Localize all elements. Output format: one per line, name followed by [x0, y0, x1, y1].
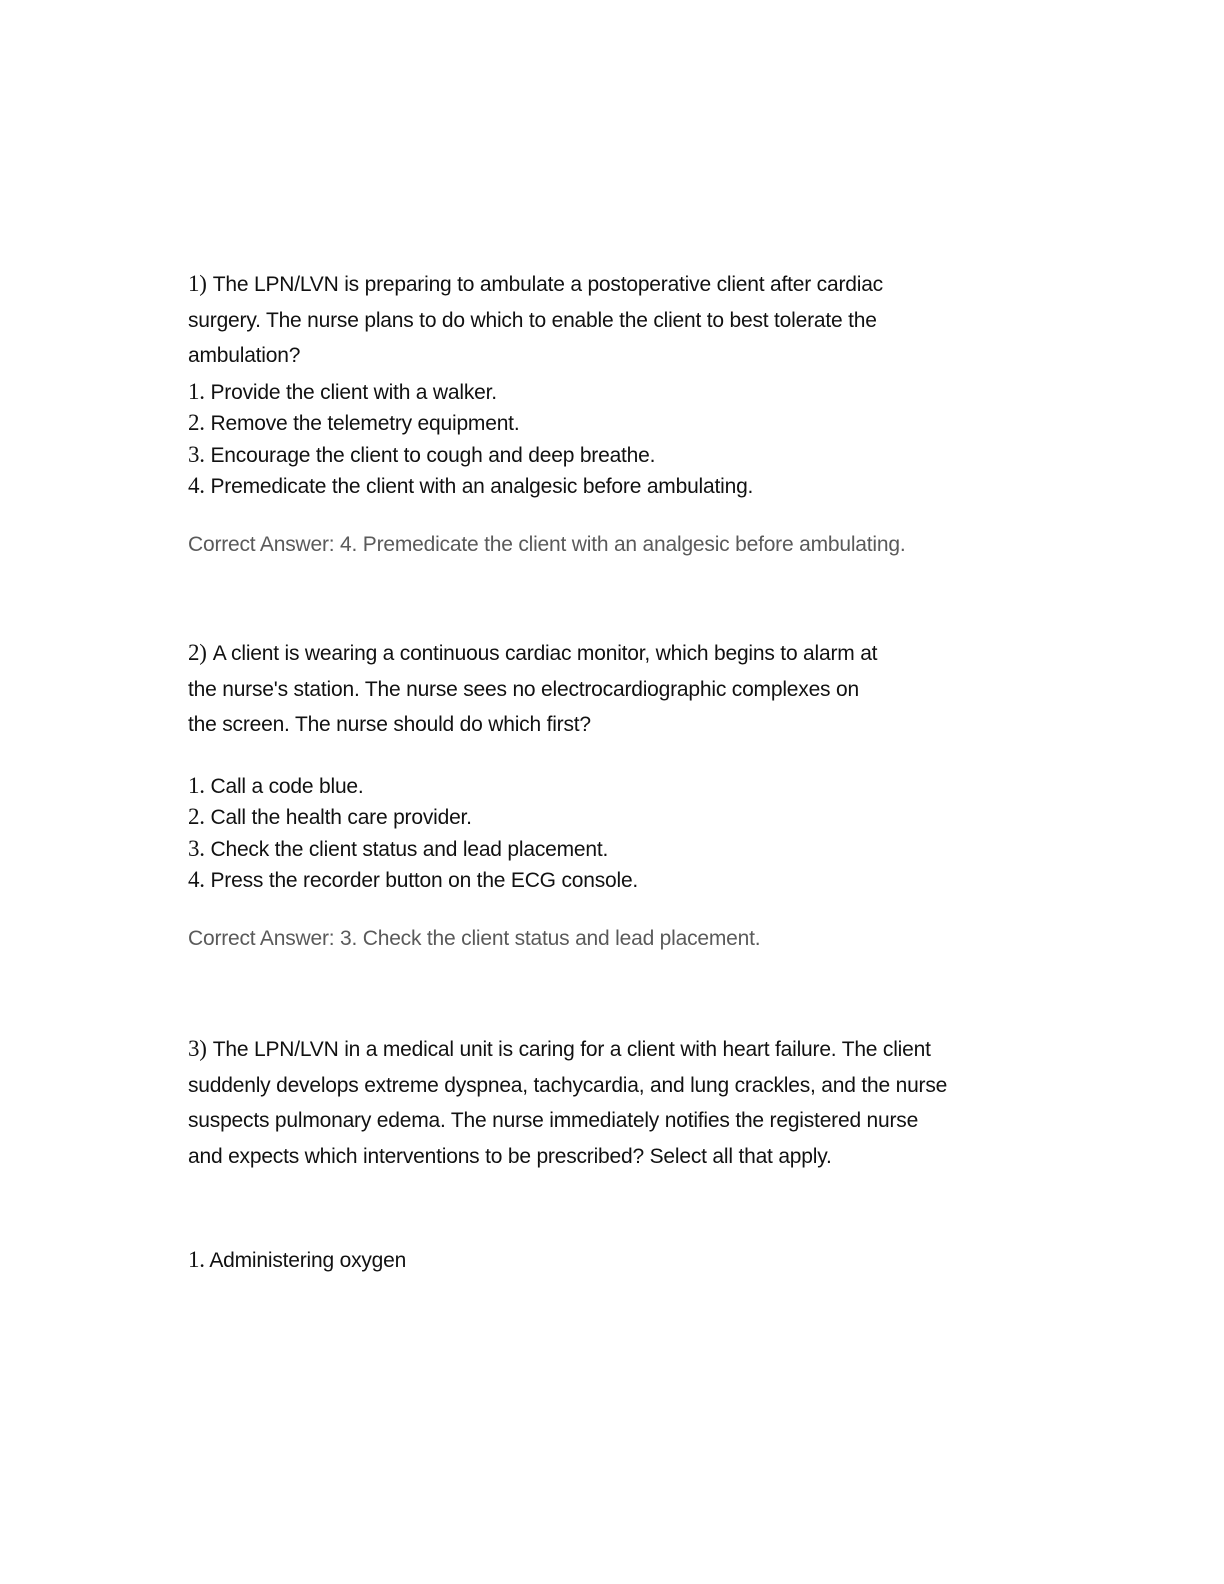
option-item	[188, 377, 988, 409]
option-list	[188, 377, 988, 503]
question-stem	[188, 635, 888, 743]
question-stem	[188, 1031, 948, 1174]
option-text: Remove the telemetry equipment.	[210, 412, 520, 435]
correct-answer: Correct Answer: 4. Premedicate the client with an analgesic before ambulating.	[188, 532, 906, 556]
question-number: 3)	[188, 1036, 207, 1061]
question-text: The LPN/LVN in a medical unit is caring for a client with heart failure. The client suddenly develops extreme dyspnea, tachycardia, and lung crackles, and the nurse suspects pulmonary edema. The nurse immediately notifies the registered nurse and expects which interventions to be prescribed? Select all that apply.	[188, 1038, 948, 1168]
question-1	[188, 266, 988, 560]
option-item	[188, 771, 988, 803]
option-number: 1.	[188, 378, 205, 404]
option-number: 3.	[188, 835, 205, 861]
option-item	[188, 865, 988, 897]
option-item	[188, 1245, 988, 1277]
option-number: 2.	[188, 804, 205, 829]
option-text: Premedicate the client with an analgesic before ambulating.	[210, 475, 754, 498]
option-text: Press the recorder button on the ECG console.	[210, 869, 639, 892]
question-text: The LPN/LVN is preparing to ambulate a postoperative client after cardiac surgery. The nurse plans to do which to enable the client to best tolerate the ambulation?	[188, 273, 883, 367]
correct-answer: Correct Answer: 3. Check the client status and lead placement.	[188, 926, 761, 950]
question-number: 2)	[188, 640, 207, 665]
option-text: Provide the client with a walker.	[210, 380, 497, 404]
option-number: 2.	[188, 410, 205, 435]
question-stem	[188, 266, 908, 374]
option-list	[188, 1245, 988, 1277]
option-number: 4.	[188, 473, 205, 498]
option-text: Administering oxygen	[209, 1249, 407, 1272]
question-text: A client is wearing a continuous cardiac monitor, which begins to alarm at the nurse's station. The nurse sees no electrocardiographic complexes on the screen. The nurse should do which first?	[188, 642, 878, 736]
option-text: Call a code blue.	[210, 774, 364, 798]
option-item	[188, 471, 988, 503]
option-item	[188, 834, 988, 866]
option-item	[188, 802, 988, 834]
question-3	[188, 1031, 988, 1277]
question-number: 1)	[188, 271, 207, 296]
option-number: 1.	[188, 772, 205, 798]
option-item	[188, 440, 988, 472]
option-number: 3.	[188, 441, 205, 467]
option-item	[188, 408, 988, 440]
option-text: Call the health care provider.	[210, 806, 472, 829]
option-number: 1.	[188, 1247, 205, 1272]
option-number: 4.	[188, 867, 205, 892]
option-text: Check the client status and lead placement.	[210, 837, 609, 861]
question-2	[188, 635, 988, 954]
option-list	[188, 771, 988, 897]
option-text: Encourage the client to cough and deep breathe.	[210, 443, 656, 467]
